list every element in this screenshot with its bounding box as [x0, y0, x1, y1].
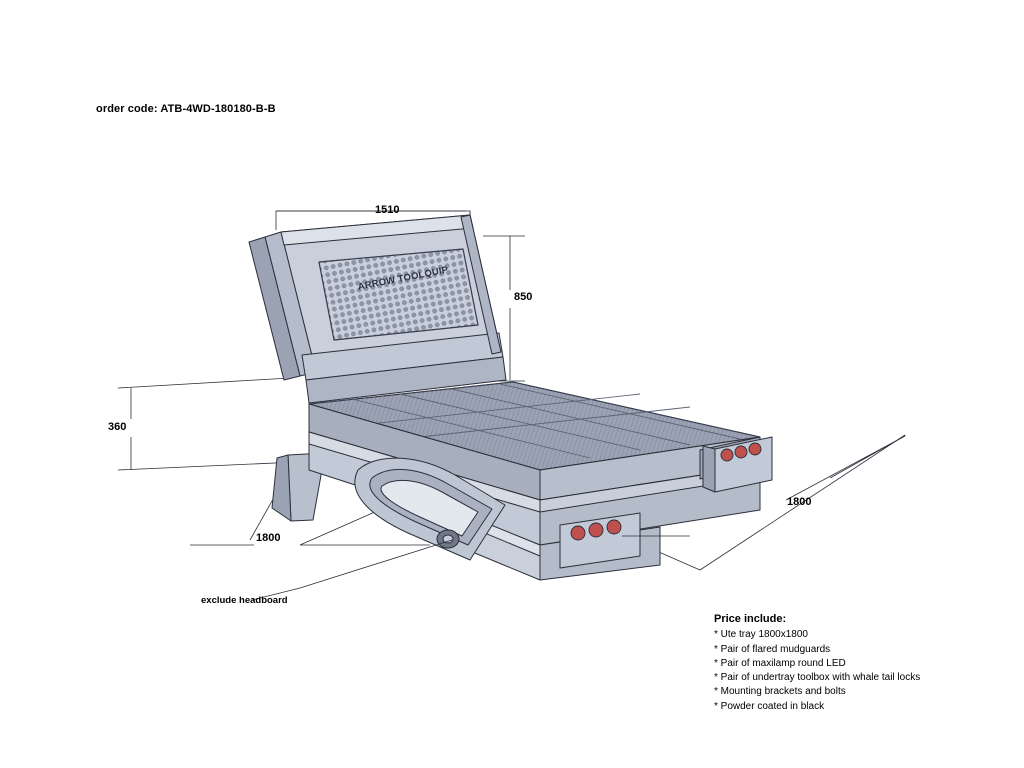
exclude-headboard-note: exclude headboard [201, 595, 288, 606]
order-code-label: order code: ATB-4WD-180180-B-B [96, 103, 276, 115]
price-include-title: Price include: [714, 613, 787, 625]
headboard [249, 215, 506, 403]
dimension-tray-side-height: 360 [108, 421, 127, 433]
price-item: * Ute tray 1800x1800 [714, 629, 808, 641]
dimension-headboard-width: 1510 [375, 204, 400, 216]
price-include-block [714, 612, 920, 714]
price-item: * Powder coated in black [714, 700, 825, 712]
ute-tray-assembly [249, 215, 772, 600]
price-item: * Mounting brackets and bolts [714, 686, 846, 698]
dimension-tray-length: 1800 [256, 532, 281, 544]
price-item: * Pair of flared mudguards [714, 643, 831, 655]
price-item: * Pair of undertray toolbox with whale tail locks [714, 672, 921, 684]
dimension-tray-width: 1800 [787, 496, 812, 508]
price-item: * Pair of maxilamp round LED [714, 657, 846, 669]
dimension-headboard-height: 850 [514, 291, 533, 303]
brand-plate-label: ARROW TOOLQUIP [357, 264, 450, 293]
